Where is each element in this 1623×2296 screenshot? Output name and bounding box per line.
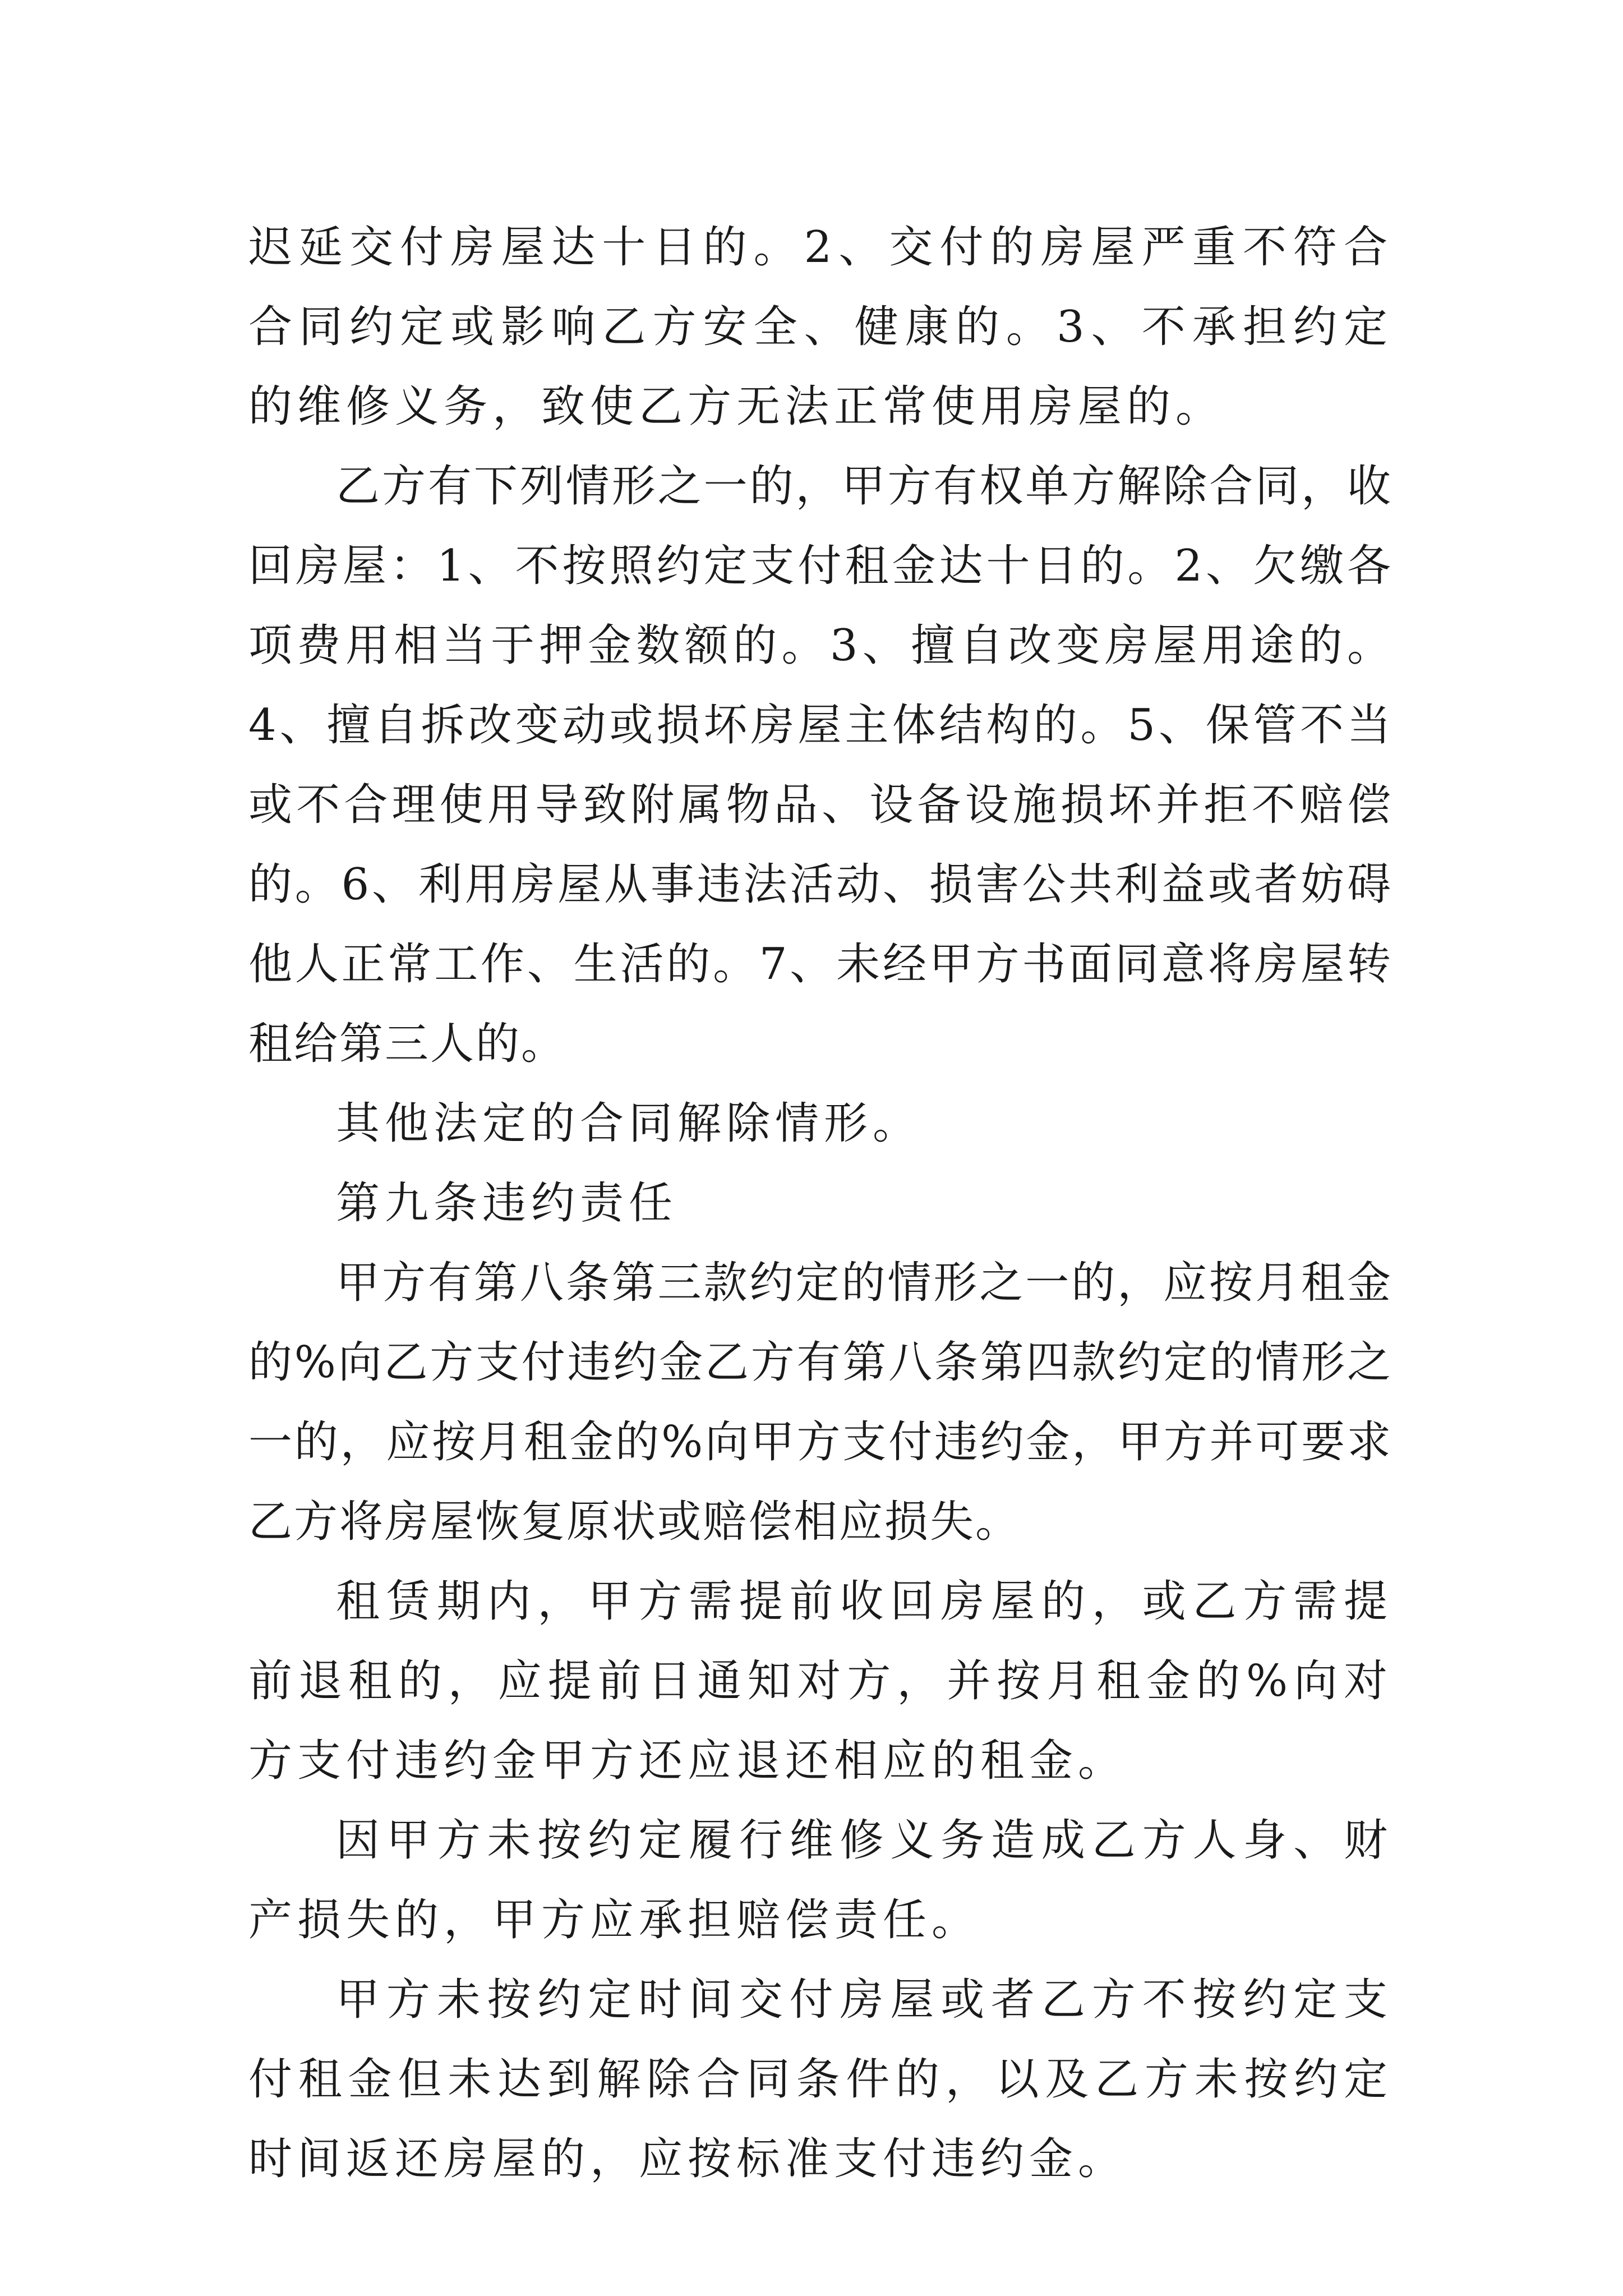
section-heading-article-9: 第九条违约责任 <box>336 1178 678 1228</box>
document-body <box>248 208 1393 2199</box>
paragraph-other-legal-termination: 其他法定的合同解除情形。 <box>336 1098 922 1149</box>
paragraph-repair-liability: 因甲方未按约定履行维修义务造成乙方人身、财产损失的，甲方应承担赔偿责任。 <box>248 1815 1393 1945</box>
paragraph-continuation: 迟延交付房屋达十日的。2、交付的房屋严重不符合合同约定或影响乙方安全、健康的。3、不承担约定的维修义务，致使乙方无法正常使用房屋的。 <box>248 222 1393 432</box>
paragraph-liquidated-damages: 甲方有第八条第三款约定的情形之一的，应按月租金的%向乙方支付违约金乙方有第八条第四款约定的情形之一的，应按月租金的%向甲方支付违约金，甲方并可要求乙方将房屋恢复原状或赔偿相应损失。 <box>248 1258 1393 1547</box>
paragraph-late-delivery-penalty: 甲方未按约定时间交付房屋或者乙方不按约定支付租金但未达到解除合同条件的，以及乙方未按约定时间返还房屋的，应按标准支付违约金。 <box>248 1975 1393 2184</box>
paragraph-tenant-breach-termination: 乙方有下列情形之一的，甲方有权单方解除合同，收回房屋：1、不按照约定支付租金达十日的。2、欠缴各项费用相当于押金数额的。3、擅自改变房屋用途的。4、擅自拆改变动或损坏房屋主体结构的。5、保管不当或不合理使用导致附属物品、设备设施损坏并拒不赔偿的。6、利用房屋从事违法活动、损害公共利益或者妨碍他人正常工作、生活的。7、未经甲方书面同意将房屋转租给第三人的。 <box>248 461 1393 1069</box>
paragraph-early-termination: 租赁期内，甲方需提前收回房屋的，或乙方需提前退租的，应提前日通知对方，并按月租金的%向对方支付违约金甲方还应退还相应的租金。 <box>248 1576 1393 1786</box>
